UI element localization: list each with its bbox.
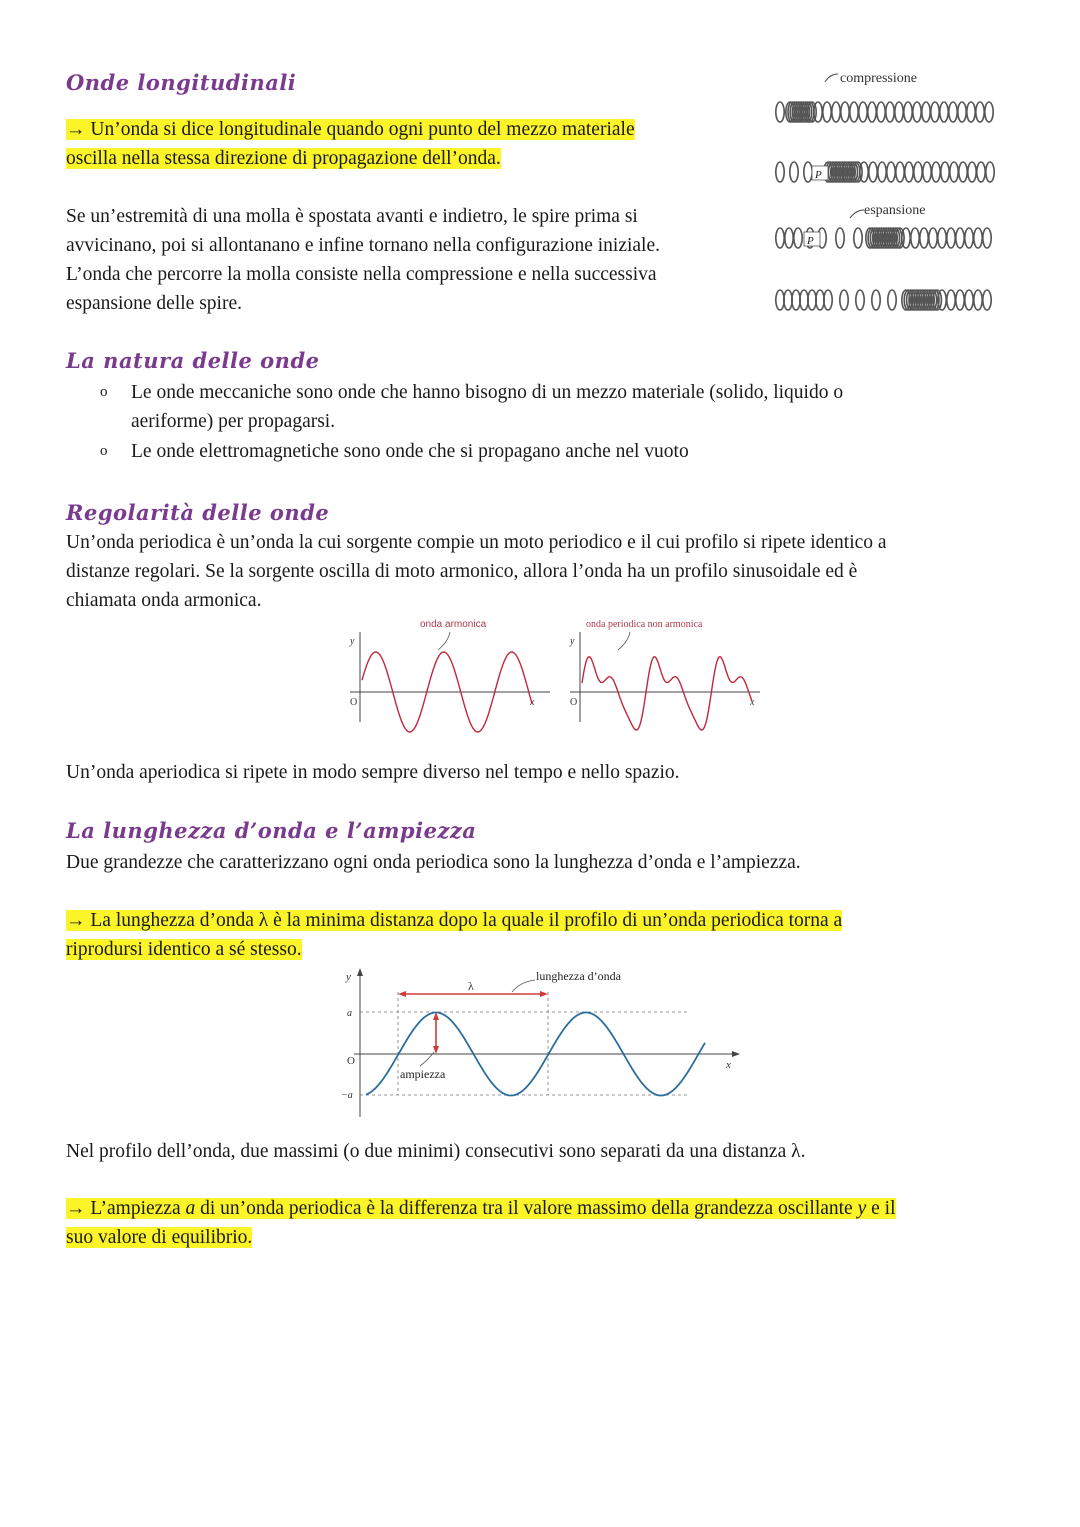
definition-line-1: → La lunghezza d’onda λ è la minima distanza dopo la quale il profilo di un’onda periodica torna a: [66, 910, 843, 931]
spring-coil: [859, 102, 867, 122]
spring-coil: [785, 228, 793, 248]
spring-coil: [872, 290, 880, 310]
spring-coil: [967, 102, 975, 122]
spring-coil: [790, 162, 798, 182]
label-amplitude: ampiezza: [400, 1067, 446, 1081]
spring-coil: [905, 162, 913, 182]
spring-coil: [965, 228, 973, 248]
spring-coil: [850, 102, 858, 122]
axis-y-label: y: [346, 971, 351, 983]
spring-coil: [877, 102, 885, 122]
spring-coil: [920, 228, 928, 248]
bullet-mechanical: [100, 378, 1000, 436]
text-line: distanze regolari. Se la sorgente oscilla di moto armonico, allora l’onda ha un profilo sinusoidale ed è: [66, 561, 858, 582]
spring-coil: [977, 162, 985, 182]
heading-wavelength: La lunghezza d’onda e l’ampiezza: [66, 818, 477, 843]
spring-coil: [976, 102, 984, 122]
spring-coil: [929, 228, 937, 248]
spring-coil: [860, 162, 868, 182]
caption-harmonic: onda armonica: [420, 619, 487, 630]
definition-line-2: suo valore di equilibrio.: [66, 1227, 253, 1248]
text-line: Le onde meccaniche sono onde che hanno bisogno di un mezzo materiale (solido, liquido o: [131, 382, 844, 403]
definition-line-2: oscilla nella stessa direzione di propagazione dell’onda.: [66, 148, 501, 169]
spring-coil: [776, 290, 784, 310]
spring-coil: [931, 102, 939, 122]
axis-x-label: x: [530, 697, 535, 708]
paragraph-maxima: Nel profilo dell’onda, due massimi (o due minimi) consecutivi sono separati da una distanza λ.: [66, 1141, 806, 1162]
variable-a: a: [185, 1198, 196, 1219]
label-compression: compressione: [840, 71, 917, 86]
heading-nature: La natura delle onde: [66, 348, 320, 373]
spring-coil: [947, 228, 955, 248]
spring-coil: [947, 290, 955, 310]
variable-y: y: [857, 1198, 867, 1219]
spring-coil: [887, 162, 895, 182]
label-wavelength: lunghezza d’onda: [536, 969, 621, 983]
spring-coil: [854, 228, 862, 248]
spring-coil: [941, 162, 949, 182]
spring-coil: [938, 228, 946, 248]
spring-coil: [911, 228, 919, 248]
definition-longitudinal: [66, 115, 746, 173]
bullet-electromagnetic: [100, 437, 1000, 466]
bullet-icon: o: [100, 443, 108, 459]
heading-longitudinal: Onde longitudinali: [66, 70, 297, 95]
definition-wavelength: [66, 906, 1016, 964]
spring-coil: [886, 102, 894, 122]
text-line: Le onde elettromagnetiche sono onde che si propagano anche nel vuoto: [131, 441, 689, 462]
spring-coil: [968, 162, 976, 182]
paragraph-periodic: [66, 528, 1016, 615]
origin-label: O: [570, 697, 578, 708]
spring-coil: [956, 290, 964, 310]
tick-minus-a-label: −a: [341, 1090, 353, 1101]
spring-coil: [804, 162, 812, 182]
text-line: avvicinano, poi si allontanano e infine tornano nella configurazione iniziale.: [66, 235, 660, 256]
spring-coil: [965, 290, 973, 310]
axis-y-label: y: [570, 636, 575, 647]
spring-coil: [932, 162, 940, 182]
y-axis-arrow: [357, 968, 363, 976]
lambda-label: λ: [468, 979, 474, 993]
tick-a-label: a: [347, 1008, 352, 1019]
spring-coil: [814, 102, 822, 122]
spring-coil: [800, 290, 808, 310]
text-line: Se un’estremità di una molla è spostata avanti e indietro, le spire prima si: [66, 206, 638, 227]
spring-coil: [878, 162, 886, 182]
caption-leader: [438, 632, 450, 650]
paragraph-aperiodic: Un’onda aperiodica si ripete in modo sempre diverso nel tempo e nello spazio.: [66, 762, 680, 783]
spring-coil: [922, 102, 930, 122]
wavelength-leader: [512, 980, 535, 992]
spring-coil: [913, 102, 921, 122]
wavelength-figure: [330, 962, 750, 1122]
heading-regularity: Regolarità delle onde: [66, 500, 330, 525]
origin-label: O: [350, 697, 358, 708]
axis-y-label: y: [350, 636, 355, 647]
text-segment: di un’onda periodica è la differenza tra il valore massimo della grandezza oscillante: [195, 1198, 858, 1219]
caption-leader: [618, 632, 630, 650]
spring-coil: [856, 290, 864, 310]
spring-coil: [816, 290, 824, 310]
spring-coil: [923, 162, 931, 182]
text-line: espansione delle spire.: [66, 293, 242, 314]
spring-coil: [902, 228, 910, 248]
spring-coil: [869, 162, 877, 182]
spring-coil: [832, 102, 840, 122]
definition-line-1: → Un’onda si dice longitudinale quando ogni punto del mezzo materiale: [66, 119, 635, 140]
spring-compression-figure: [770, 62, 1000, 324]
spring-coil: [888, 290, 896, 310]
text-line: L’onda che percorre la molla consiste nella compressione e nella successiva: [66, 264, 657, 285]
spring-coil: [794, 228, 802, 248]
compression-leader: [825, 74, 838, 82]
spring-coil: [940, 102, 948, 122]
spring-coil: [985, 102, 993, 122]
spring-coil: [836, 228, 844, 248]
text-segment: → L’ampiezza: [66, 1198, 186, 1219]
text-segment: e il: [866, 1198, 896, 1219]
caption-non-harmonic: onda periodica non armonica: [586, 619, 703, 630]
spring-coil: [949, 102, 957, 122]
point-p-label: P: [807, 235, 814, 247]
spring-coil: [823, 102, 831, 122]
spring-coil: [824, 290, 832, 310]
paragraph-intro: Due grandezze che caratterizzano ogni onda periodica sono la lunghezza d’onda e l’ampiezza.: [66, 852, 801, 873]
definition-amplitude: [66, 1194, 1026, 1252]
spring-coil: [808, 290, 816, 310]
arrow-head-left: [398, 991, 406, 997]
spring-coil: [950, 162, 958, 182]
spring-coil: [841, 102, 849, 122]
x-axis-arrow: [732, 1051, 740, 1057]
origin-label: O: [347, 1055, 355, 1067]
axis-x-label: x: [750, 697, 755, 708]
periodic-waves-figure: [330, 612, 770, 762]
spring-coil: [776, 228, 784, 248]
spring-coil: [792, 290, 800, 310]
spring-coil: [895, 102, 903, 122]
amplitude-arrow-head-bottom: [433, 1046, 439, 1054]
spring-coil: [983, 290, 991, 310]
text-line: chiamata onda armonica.: [66, 590, 262, 611]
spring-coil: [914, 162, 922, 182]
non-harmonic-wave-line: [582, 657, 752, 730]
spring-coil: [776, 102, 784, 122]
label-expansion: espansione: [864, 203, 926, 218]
spring-coil: [986, 162, 994, 182]
spring-coil: [956, 228, 964, 248]
spring-coil: [868, 102, 876, 122]
spring-coil: [974, 228, 982, 248]
definition-line-1: [66, 1198, 896, 1219]
spring-coil: [840, 290, 848, 310]
definition-line-2: riprodursi identico a sé stesso.: [66, 939, 302, 960]
paragraph-spring: [66, 202, 766, 318]
arrow-head-right: [540, 991, 548, 997]
spring-coil: [776, 162, 784, 182]
spring-coil: [959, 162, 967, 182]
spring-coil: [983, 228, 991, 248]
expansion-leader: [850, 210, 864, 218]
spring-coil: [784, 290, 792, 310]
axis-x-label: x: [726, 1059, 731, 1071]
spring-coil: [896, 162, 904, 182]
text-line: Un’onda periodica è un’onda la cui sorgente compie un moto periodico e il cui profilo si ripete identico a: [66, 532, 887, 553]
point-p-label: P: [815, 169, 822, 181]
spring-coil: [974, 290, 982, 310]
text-line: aeriforme) per propagarsi.: [131, 411, 336, 432]
bullet-icon: o: [100, 384, 108, 400]
spring-coil: [958, 102, 966, 122]
spring-coil: [904, 102, 912, 122]
